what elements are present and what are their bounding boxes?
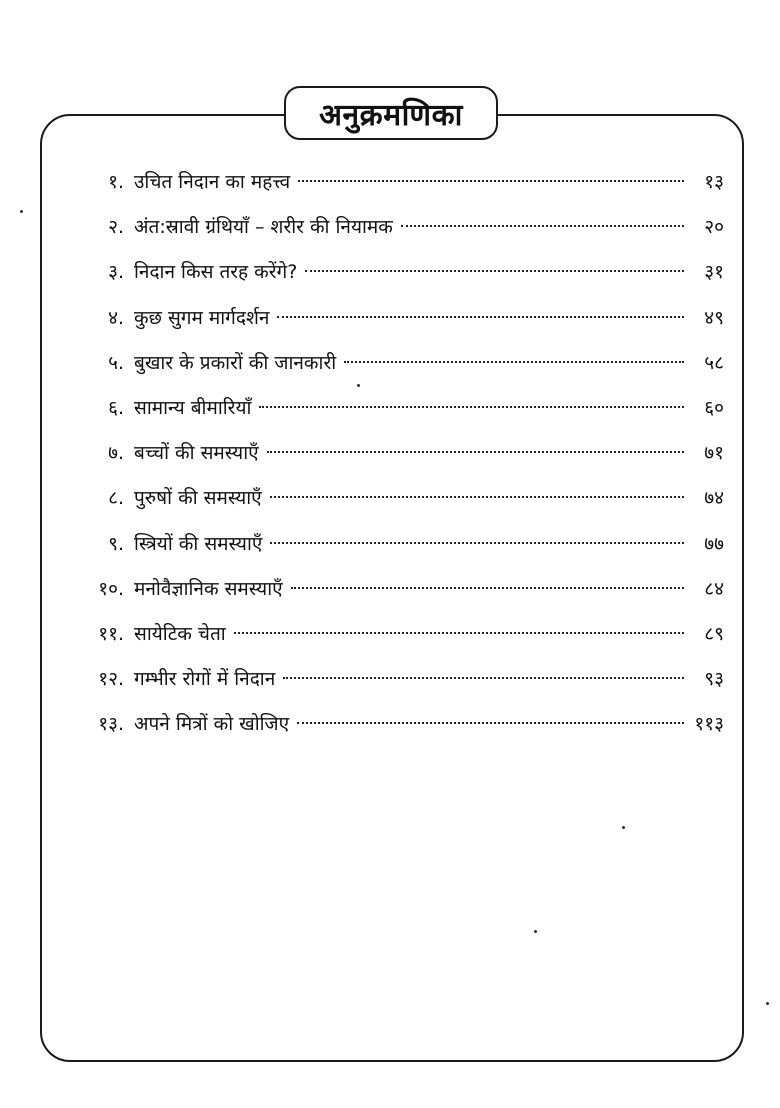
dot-leader (305, 270, 684, 272)
dot-leader (267, 451, 684, 453)
heading-box (284, 86, 498, 140)
entry-title: गम्भीर रोगों में निदान (134, 668, 276, 691)
toc-entry (72, 567, 724, 612)
entry-number: ३. (108, 261, 124, 284)
dot-leader (283, 677, 684, 679)
dot-leader (270, 542, 684, 544)
entry-page: ६० (704, 396, 724, 419)
entry-number: ६. (108, 396, 124, 419)
page-title: अनुक्रमणिका (319, 97, 463, 133)
entry-title: सायेटिक चेता (134, 622, 226, 645)
scan-speck (622, 826, 625, 829)
toc-entry (72, 431, 724, 476)
entry-title: पुरुषों की समस्याएँ (134, 487, 262, 510)
toc-entry (72, 476, 724, 521)
entry-number: १३. (98, 713, 124, 736)
entry-number: ११. (98, 622, 124, 645)
entry-title: अपने मित्रों को खोजिए (134, 713, 290, 736)
entry-title: उचित निदान का महत्त्व (134, 171, 291, 193)
entry-number: १०. (98, 577, 124, 600)
dot-leader (298, 180, 684, 182)
table-of-contents (72, 160, 724, 747)
toc-entry (72, 250, 724, 295)
scan-speck (20, 210, 23, 213)
entry-number: १. (108, 171, 124, 193)
scan-speck (766, 1002, 769, 1005)
entry-page: ८९ (704, 622, 724, 645)
entry-number: २. (108, 216, 124, 239)
entry-page: ११३ (694, 713, 724, 736)
toc-entry (72, 702, 724, 747)
entry-page: २० (704, 216, 724, 239)
entry-number: ४. (108, 306, 124, 329)
scan-speck (357, 384, 360, 387)
entry-number: १२. (98, 668, 124, 691)
toc-entry (72, 296, 724, 341)
entry-page: १३ (704, 171, 724, 193)
entry-page: ७७ (704, 532, 724, 555)
scan-speck (534, 930, 537, 933)
entry-title: निदान किस तरह करेंगे? (134, 261, 298, 284)
entry-title: बच्चों की समस्याएँ (134, 442, 259, 465)
toc-entry (72, 341, 724, 386)
entry-number: ७. (108, 442, 124, 465)
entry-page: ५८ (704, 351, 724, 374)
entry-title: कुछ सुगम मार्गदर्शन (134, 306, 270, 329)
dot-leader (344, 361, 684, 363)
entry-title: मनोवैज्ञानिक समस्याएँ (134, 577, 283, 600)
dot-leader (277, 316, 684, 318)
dot-leader (234, 632, 684, 634)
toc-entry (72, 612, 724, 657)
entry-page: ९३ (704, 668, 724, 691)
toc-entry (72, 205, 724, 250)
entry-title: सामान्य बीमारियाँ (134, 396, 252, 419)
dot-leader (291, 587, 684, 589)
toc-entry (72, 657, 724, 702)
toc-entry (72, 386, 724, 431)
toc-entry (72, 160, 724, 205)
dot-leader (270, 496, 684, 498)
entry-title: अंत:स्रावी ग्रंथियाँ – शरीर की नियामक (134, 216, 393, 239)
entry-page: ८४ (704, 577, 724, 600)
entry-number: ९. (108, 532, 124, 555)
dot-leader (297, 722, 684, 724)
entry-page: ७४ (704, 487, 724, 510)
entry-page: ४९ (704, 306, 724, 329)
entry-page: ७१ (704, 442, 724, 465)
entry-number: ८. (108, 487, 124, 510)
entry-page: ३१ (704, 261, 724, 284)
dot-leader (401, 225, 684, 227)
entry-title: बुखार के प्रकारों की जानकारी (134, 351, 337, 374)
entry-number: ५. (108, 351, 124, 374)
toc-entry (72, 522, 724, 567)
entry-title: स्त्रियों की समस्याएँ (134, 532, 263, 555)
dot-leader (259, 406, 684, 408)
